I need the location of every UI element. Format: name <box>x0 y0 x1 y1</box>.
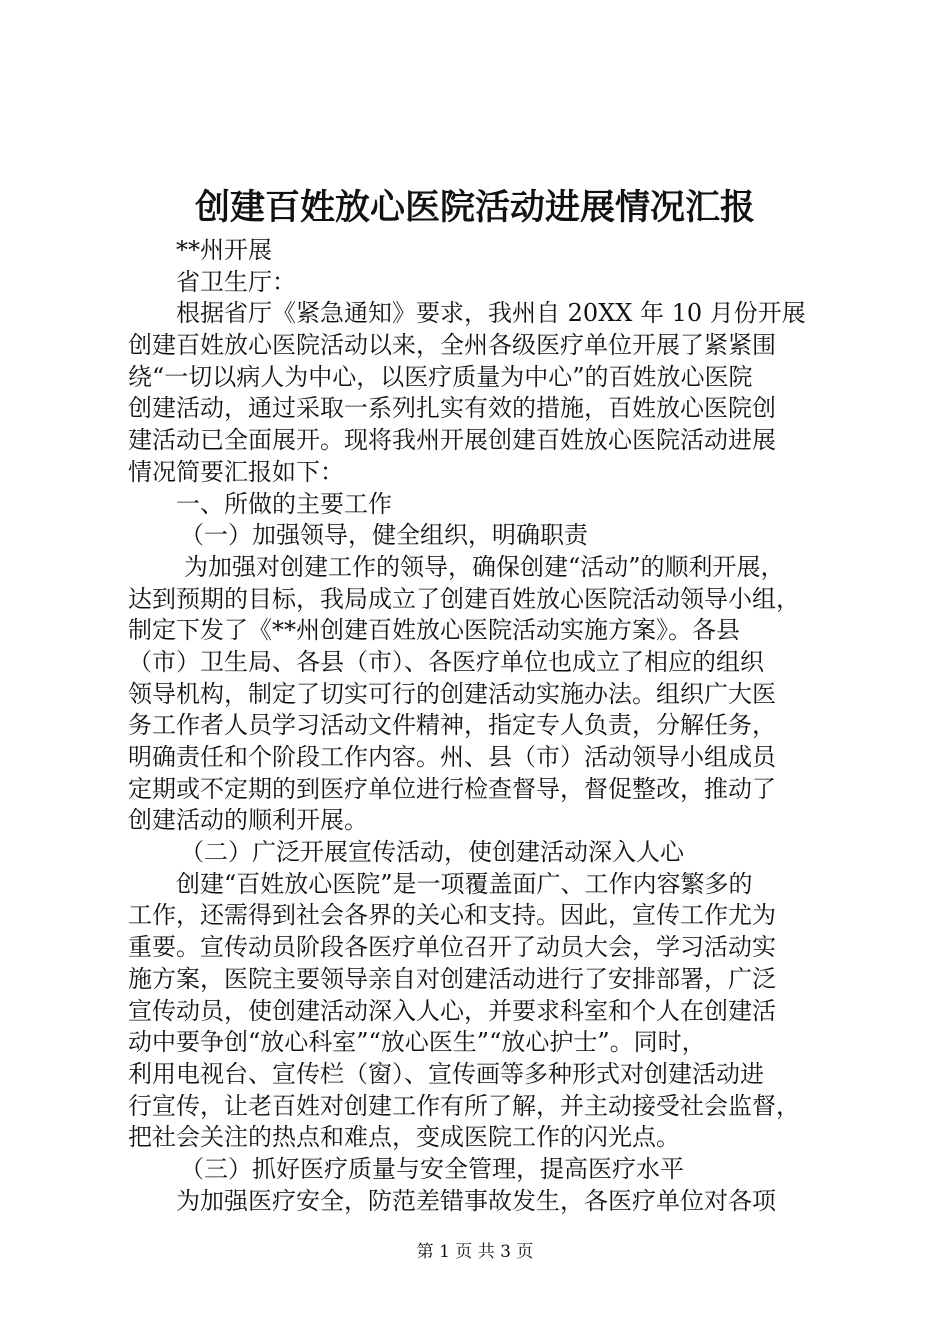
text-line: 把社会关注的热点和难点，变成医院工作的闪光点。 <box>128 1123 680 1152</box>
subsection-heading: （一）加强领导，健全组织，明确职责 <box>180 521 588 550</box>
text-line: （市）卫生局、各县（市）、各医疗单位也成立了相应的组织 <box>128 647 764 676</box>
text-line: 创建百姓放心医院活动以来，全州各级医疗单位开展了紧紧围 <box>128 331 776 360</box>
subsection-heading: （二）广泛开展宣传活动，使创建活动深入人心 <box>180 838 684 867</box>
text-line: 务工作者人员学习活动文件精神，指定专人负责，分解任务， <box>128 711 776 740</box>
text-line: 省卫生厅： <box>176 267 296 296</box>
text-line: 重要。宣传动员阶段各医疗单位召开了动员大会，学习活动实 <box>128 933 776 962</box>
text-line: 为加强医疗安全，防范差错事故发生，各医疗单位对各项 <box>176 1186 776 1215</box>
text-line: 施方案，医院主要领导亲自对创建活动进行了安排部署，广泛 <box>128 964 776 993</box>
text-line: 宣传动员，使创建活动深入人心，并要求科室和个人在创建活 <box>128 996 776 1025</box>
text-line: 为加强对创建工作的领导，确保创建“活动”的顺利开展， <box>184 552 785 581</box>
page-footer: 第 1 页 共 3 页 <box>416 1242 534 1262</box>
text-line: 创建“百姓放心医院”是一项覆盖面广、工作内容繁多的 <box>176 869 753 898</box>
text-line: 利用电视台、宣传栏（窗）、宣传画等多种形式对创建活动进 <box>128 1059 764 1088</box>
text-line: 达到预期的目标，我局成立了创建百姓放心医院活动领导小组， <box>128 584 800 613</box>
document-body <box>128 235 838 1217</box>
text-line: 领导机构，制定了切实可行的创建活动实施办法。组织广大医 <box>128 679 776 708</box>
section-heading: 一、所做的主要工作 <box>176 489 392 518</box>
document-title: 创建百姓放心医院活动进展情况汇报 <box>194 187 755 228</box>
text-line: 行宣传，让老百姓对创建工作有所了解，并主动接受社会监督， <box>128 1091 800 1120</box>
text-line: 绕“一切以病人为中心，以医疗质量为中心”的百姓放心医院 <box>128 362 753 391</box>
text-line: 动中要争创“放心科室”“放心医生”“放心护士”。同时， <box>128 1028 706 1057</box>
text-line: 工作，还需得到社会各界的关心和支持。因此，宣传工作尤为 <box>128 901 776 930</box>
text-line: 情况简要汇报如下： <box>128 457 344 486</box>
text-line: 建活动已全面展开。现将我州开展创建百姓放心医院活动进展 <box>128 426 776 455</box>
text-line: 根据省厅《紧急通知》要求，我州自 20XX 年 10 月份开展 <box>176 299 806 328</box>
text-line: 明确责任和个阶段工作内容。州、县（市）活动领导小组成员 <box>128 743 776 771</box>
text-line: 创建活动的顺利开展。 <box>128 806 368 835</box>
subsection-heading: （三）抓好医疗质量与安全管理，提高医疗水平 <box>180 1154 684 1183</box>
text-line: **州开展 <box>176 236 272 264</box>
text-line: 定期或不定期的到医疗单位进行检查督导，督促整改，推动了 <box>128 774 776 803</box>
text-line: 创建活动，通过采取一系列扎实有效的措施，百姓放心医院创 <box>128 394 776 423</box>
text-line: 制定下发了《**州创建百姓放心医院活动实施方案》。各县 <box>128 616 740 645</box>
